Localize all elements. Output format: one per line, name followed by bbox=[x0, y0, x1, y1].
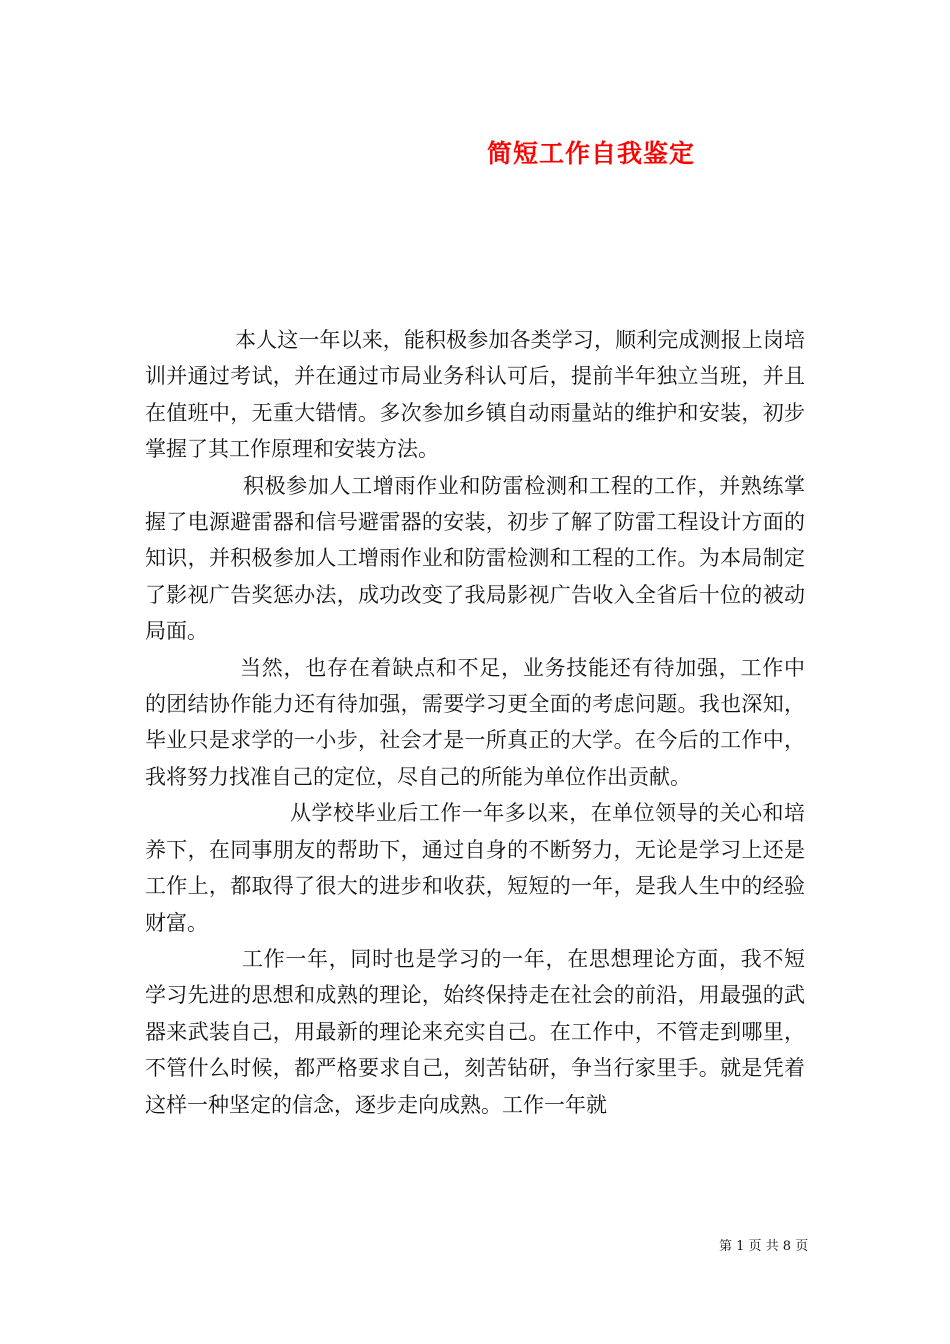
paragraph-4: 从学校毕业后工作一年多以来，在单位领导的关心和培养下，在同事朋友的帮助下，通过自身的不断努力，无论是学习上还是工作上，都取得了很大的进步和收获，短短的一年，是我人生中的经验财富。 bbox=[145, 801, 805, 935]
page-number-footer: 第 1 页 共 8 页 bbox=[719, 1239, 809, 1254]
paragraph-2: 积极参加人工增雨作业和防雷检测和工程的工作，并熟练掌握了电源避雷器和信号避雷器的安装，初步了解了防雷工程设计方面的知识，并积极参加人工增雨作业和防雷检测和工程的工作。为本局制定了影视广告奖惩办法，成功改变了我局影视广告收入全省后十位的被动局面。 bbox=[145, 473, 805, 644]
document-body bbox=[145, 322, 805, 1123]
document-title: 简短工作自我鉴定 bbox=[487, 139, 696, 168]
paragraph-5: 工作一年，同时也是学习的一年，在思想理论方面，我不短学习先进的思想和成熟的理论，始终保持走在社会的前沿，用最强的武器来武装自己，用最新的理论来充实自己。在工作中，不管走到哪里，不管什么时候，都严格要求自己，刻苦钻研，争当行家里手。就是凭着这样一种坚定的信念，逐步走向成熟。工作一年就 bbox=[145, 946, 805, 1117]
paragraph-3: 当然，也存在着缺点和不足，业务技能还有待加强，工作中的团结协作能力还有待加强，需要学习更全面的考虑问题。我也深知，毕业只是求学的一小步，社会才是一所真正的大学。在今后的工作中，我将努力找准自己的定位，尽自己的所能为单位作出贡献。 bbox=[145, 655, 805, 789]
paragraph-1: 本人这一年以来，能积极参加各类学习，顺利完成测报上岗培训并通过考试，并在通过市局业务科认可后，提前半年独立当班，并且在值班中，无重大错情。多次参加乡镇自动雨量站的维护和安装，初步掌握了其工作原理和安装方法。 bbox=[145, 328, 805, 462]
